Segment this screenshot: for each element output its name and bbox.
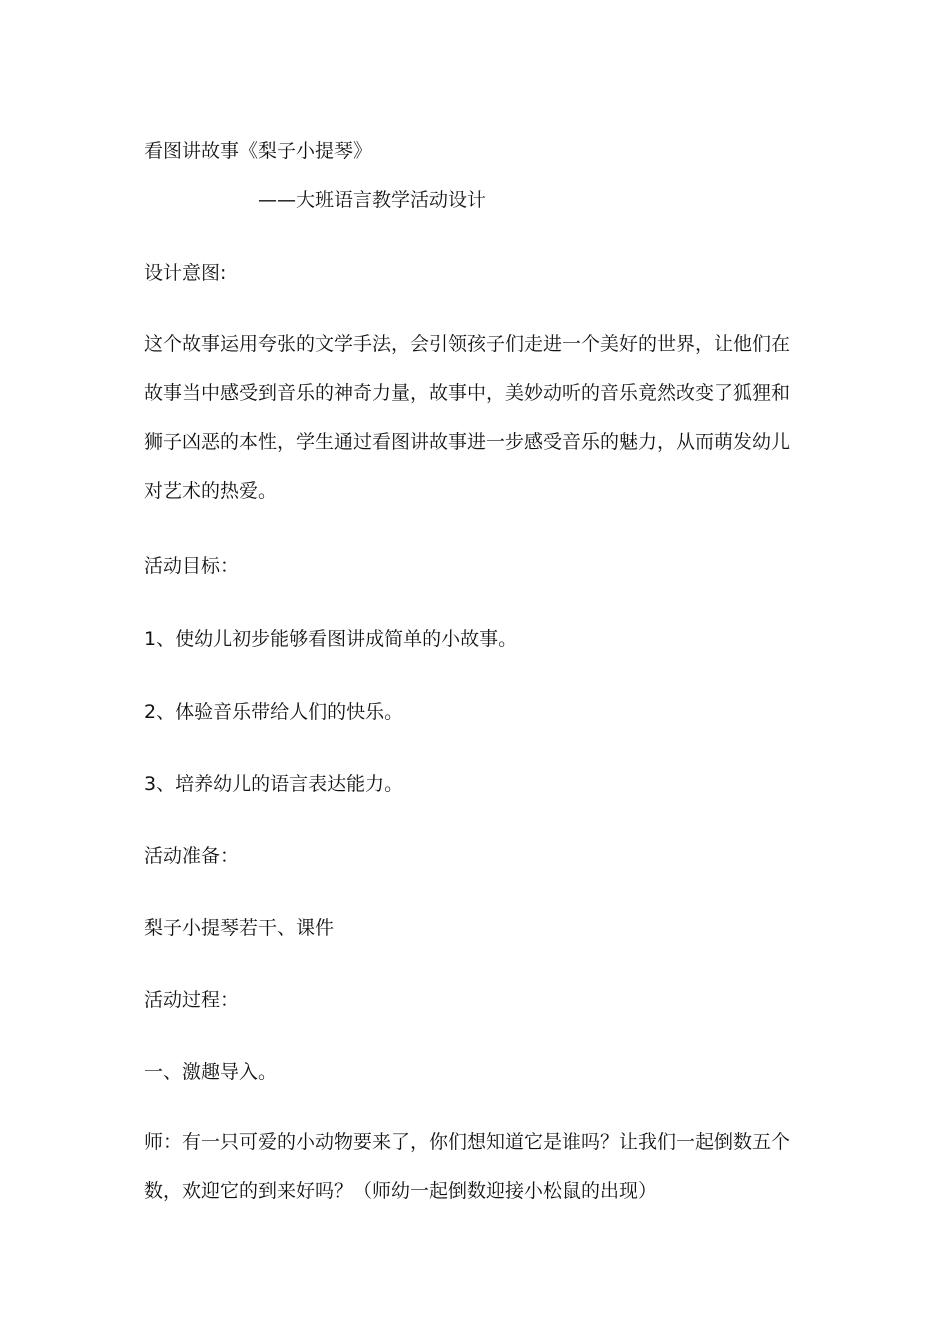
goals-heading: 活动目标：	[144, 555, 240, 577]
intent-heading: 设计意图:	[144, 262, 227, 284]
document-title: 看图讲故事《梨子小提琴》	[144, 140, 373, 162]
prep-heading: 活动准备：	[144, 845, 240, 867]
goal-item-1: 1、使幼儿初步能够看图讲成简单的小故事。	[144, 628, 518, 650]
step-1-heading: 一、激趣导入。	[144, 1061, 278, 1083]
step-1-paragraph: 师：有一只可爱的小动物要来了，你们想知道它是谁吗？让我们一起倒数五个数，欢迎它的到来好吗？（师幼一起倒数迎接小松鼠的出现）	[144, 1131, 791, 1202]
prep-body: 梨子小提琴若干、课件	[144, 917, 335, 939]
goal-item-3: 3、培养幼儿的语言表达能力。	[144, 773, 404, 795]
process-heading: 活动过程：	[144, 989, 240, 1011]
goal-item-2: 2、体验音乐带给人们的快乐。	[144, 701, 404, 723]
intent-paragraph: 这个故事运用夸张的文学手法，会引领孩子们走进一个美好的世界，让他们在故事当中感受到音乐的神奇力量，故事中，美妙动听的音乐竟然改变了狐狸和狮子凶恶的本性，学生通过看图讲故事进一步感受音乐的魅力，从而萌发幼儿对艺术的热爱。	[144, 333, 791, 502]
document-subtitle: ——大班语言教学活动设计	[258, 189, 487, 211]
